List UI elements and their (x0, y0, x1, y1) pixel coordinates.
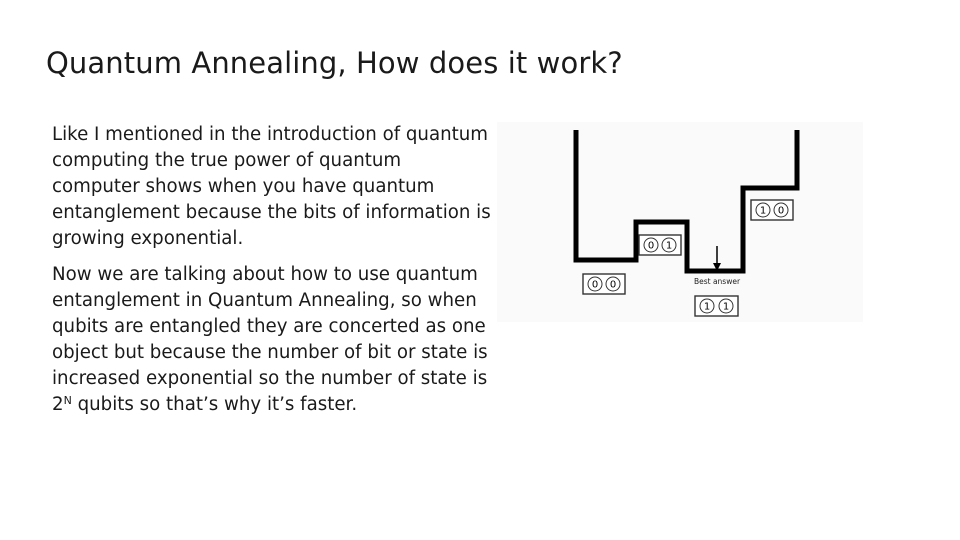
state-01-right: 1 (665, 240, 673, 252)
energy-landscape-svg (497, 122, 863, 322)
state-box-00 (583, 274, 625, 294)
energy-landscape-diagram (497, 122, 863, 322)
state-11-left: 1 (703, 301, 711, 313)
state-10-right: 0 (777, 205, 785, 217)
best-answer-arrow-icon (713, 246, 721, 271)
best-answer-label: Best answer (693, 277, 741, 286)
paragraph-annealing-tail: qubits so that’s why it’s faster. (71, 394, 358, 415)
state-00-left: 0 (591, 279, 599, 291)
exponent-n: N (63, 394, 72, 407)
paragraph-intro: Like I mentioned in the introduction of quantum computing the true power of quantum computer shows when you have quantum entanglement because the bits of information is growing exponential. (52, 124, 491, 249)
state-box-10 (751, 200, 793, 220)
state-00-right: 0 (609, 279, 617, 291)
state-box-11 (695, 296, 738, 316)
state-10-left: 1 (759, 205, 767, 217)
paragraph-annealing-text: Now we are talking about how to use quantum entanglement in Quantum Annealing, so when qubits are entangled they are concerted as one object but because the number of bit or state is increased exponential so the number of state is 2 (52, 264, 488, 415)
state-01-left: 0 (647, 240, 655, 252)
paragraph-annealing (52, 262, 492, 418)
state-box-01 (639, 235, 681, 255)
state-11-right: 1 (722, 301, 730, 313)
slide-title: Quantum Annealing, How does it work? (46, 46, 623, 80)
